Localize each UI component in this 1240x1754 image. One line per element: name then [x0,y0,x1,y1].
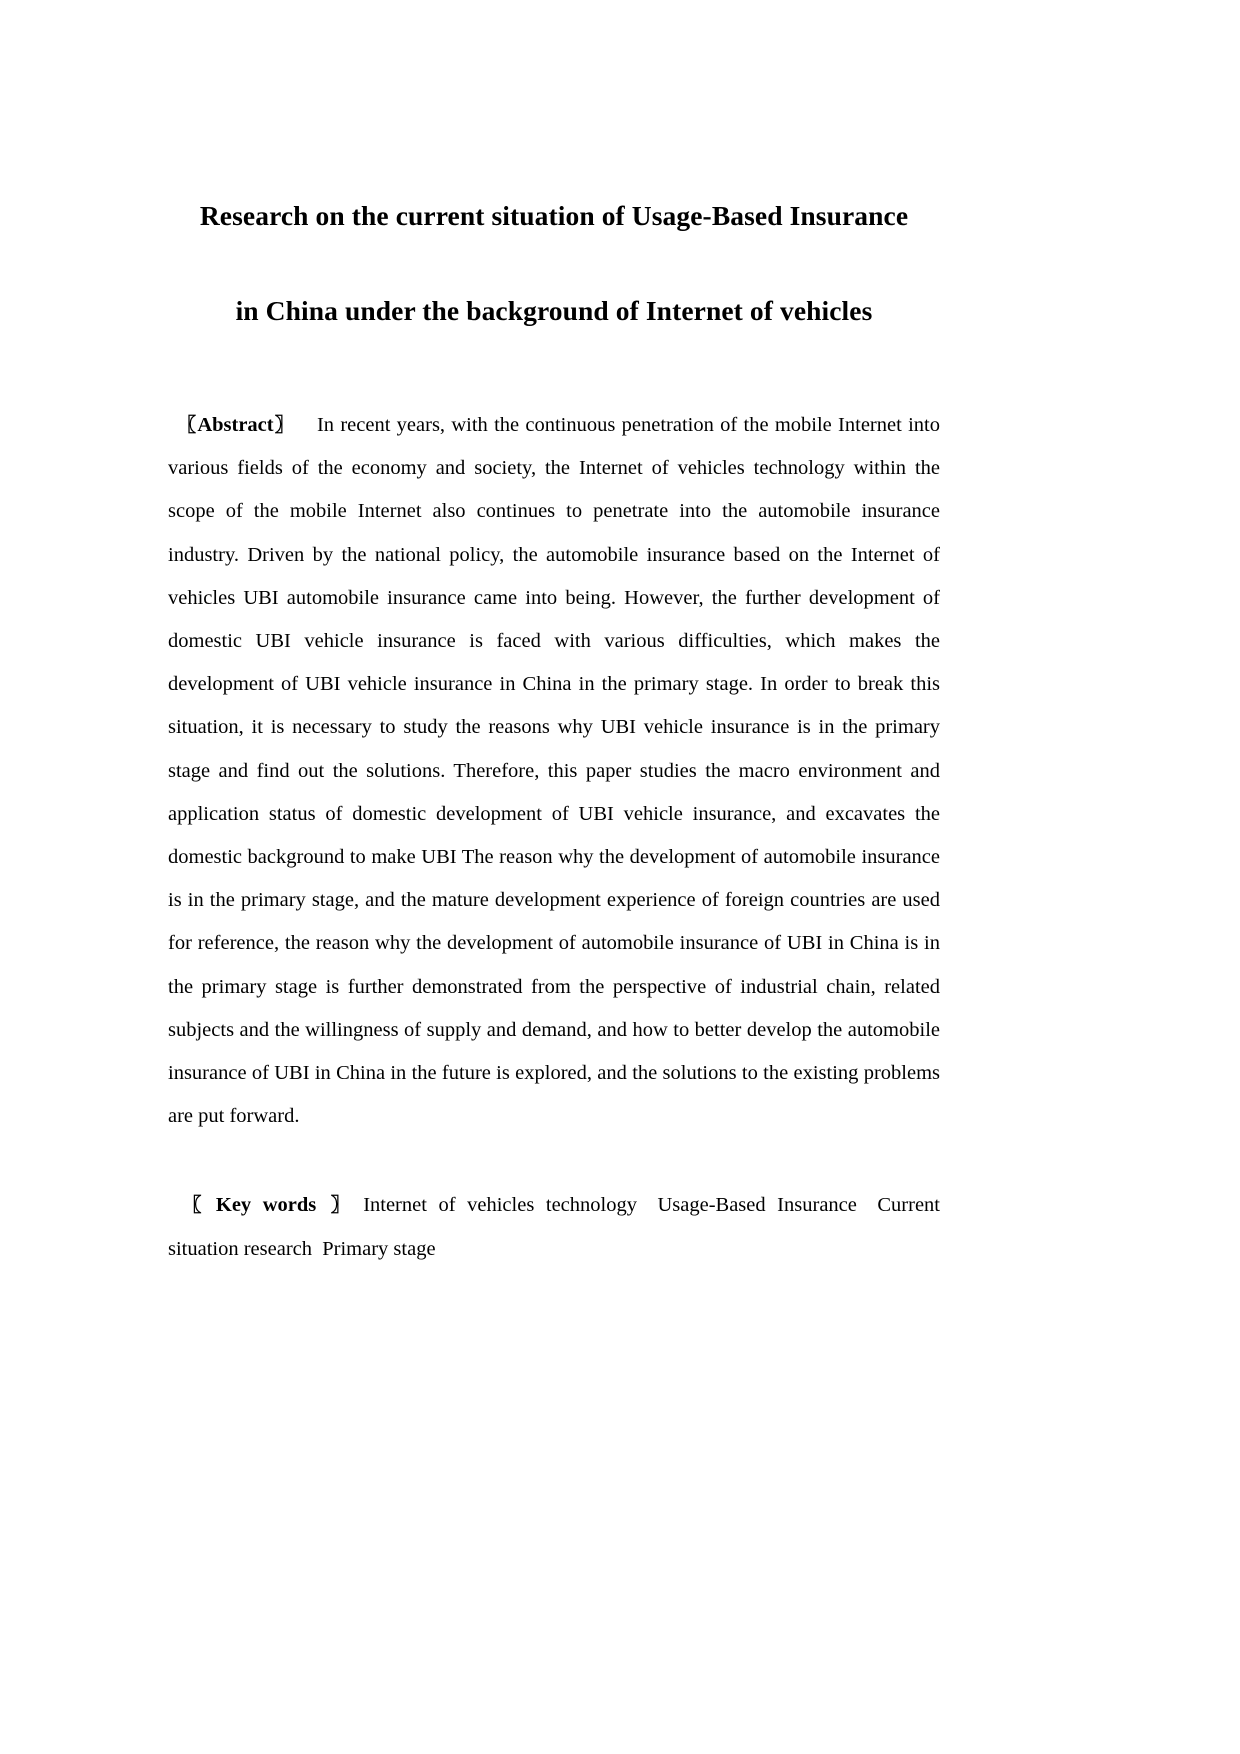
abstract-label-text: Abstract [197,414,274,436]
title-line-1: Research on the current situation of Usage-Based Insurance [199,200,909,231]
page-content [168,0,940,1291]
keywords-bracket-close-icon: 〗 [324,1194,357,1217]
paper-title [168,168,940,358]
keywords-paragraph [168,1184,940,1270]
title-line-2: in China under the background of Internet of vehicles [235,295,873,326]
bracket-open-icon: 〖 [176,414,198,436]
keywords-bracket-open-icon: 〖 [176,1194,208,1217]
keywords-label [176,1194,356,1216]
keywords-terms-text: Internet of vehicles technology Usage-Based Insurance Current situation research Primary stage [168,1194,940,1260]
abstract-body-text: In recent years, with the continuous penetration of the mobile Internet into various fields of the economy and society, the Internet of vehicles technology within the scope of the mobile Internet also continues to penetrate into the automobile insurance industry. Driven by the national policy, the automobile insurance based on the Internet of vehicles UBI automobile insurance came into being. However, the further development of domestic UBI vehicle insurance is faced with various difficulties, which makes the development of UBI vehicle insurance in China in the primary stage. In order to break this situation, it is necessary to study the reasons why UBI vehicle insurance is in the primary stage and find out the solutions. Therefore, this paper studies the macro environment and application status of domestic development of UBI vehicle insurance, and excavates the domestic background to make UBI The reason why the development of automobile insurance is in the primary stage, and the mature development experience of foreign countries are used for reference, the reason why the development of automobile insurance of UBI in China is in the primary stage is further demonstrated from the perspective of industrial chain, related subjects and the willingness of supply and demand, and how to better develop the automobile insurance of UBI in China in the future is explored, and the solutions to the existing problems are put forward. [168,414,940,1128]
bracket-close-icon: 〗 [273,414,295,436]
keywords-label-text: Key words [215,1194,317,1217]
abstract-paragraph [168,404,940,1138]
abstract-label [176,414,295,436]
